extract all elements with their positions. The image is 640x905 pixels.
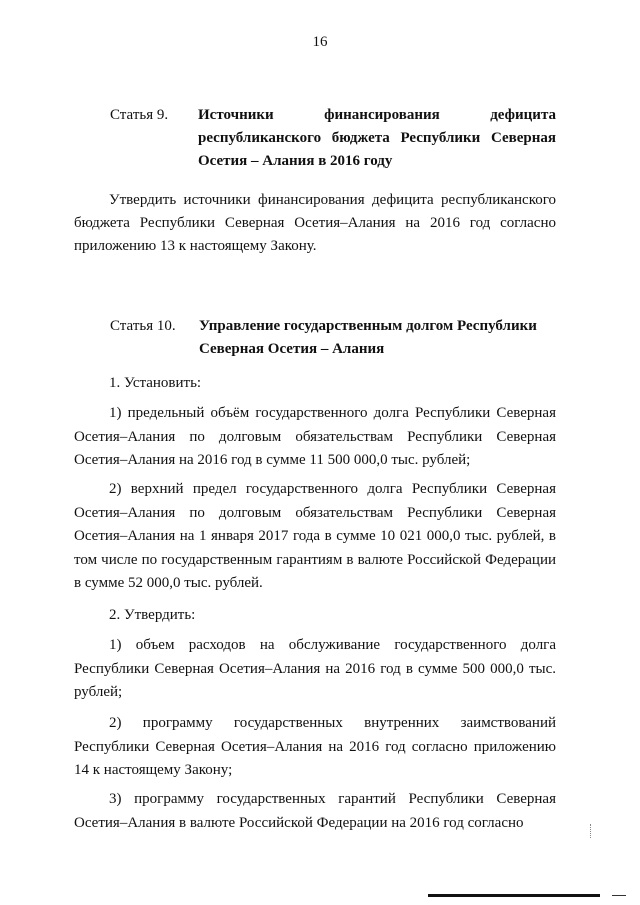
clause-2-2-borrowing-program: 2) программу государственных внутренних заимствований Республики Северная Осетия–Алания на 2016 год согласно приложению 14 к настоящему Закону; — [74, 715, 556, 778]
clause-2-approve: 2. Утвердить: — [109, 607, 196, 623]
article-9-heading — [110, 104, 556, 173]
article-10-title: Управление государственным долгом Республики Северная Осетия – Алания — [199, 318, 537, 357]
footer-dash — [612, 895, 626, 896]
footer-rule — [428, 894, 600, 897]
article-9-body: Утвердить источники финансирования дефицита республиканского бюджета Республики Северная Осетия–Алания на 2016 год согласно приложению 13 к настоящему Закону. — [74, 192, 556, 254]
clause-1-1-debt-limit: 1) предельный объём государственного долга Республики Северная Осетия–Алания по долговым обязательствам Республики Северная Осетия–Алания на 2016 год в сумме 11 500 000,0 тыс. рублей; — [74, 405, 556, 468]
article-10-number: Статья 10. — [110, 318, 176, 334]
article-9-title: Источники финансирования дефицита республиканского бюджета Республики Северная Осетия – Алания в 2016 году — [198, 107, 556, 169]
clause-1-2-upper-debt-limit: 2) верхний предел государственного долга Республики Северная Осетия–Алания по долговым обязательствам Республики Северная Осетия–Алания на 1 января 2017 года в сумме 10 021 000,0 тыс. рублей, в том числе по государственным гарантиям в валюте Российской Федерации в сумме 52 000,0 тыс. рублей. — [74, 481, 556, 591]
article-9-number: Статья 9. — [110, 107, 169, 123]
clause-2-1-debt-service: 1) объем расходов на обслуживание государственного долга Республики Северная Осетия–Алания на 2016 год в сумме 500 000,0 тыс. рублей; — [74, 637, 556, 700]
page-number: 16 — [312, 34, 328, 50]
scan-margin-mark — [590, 824, 592, 838]
article-10-heading — [110, 315, 556, 361]
clause-1-establish: 1. Установить: — [109, 375, 202, 391]
clause-2-3-guarantee-program: 3) программу государственных гарантий Республики Северная Осетия–Алания в валюте Российской Федерации на 2016 год согласно — [74, 791, 556, 831]
